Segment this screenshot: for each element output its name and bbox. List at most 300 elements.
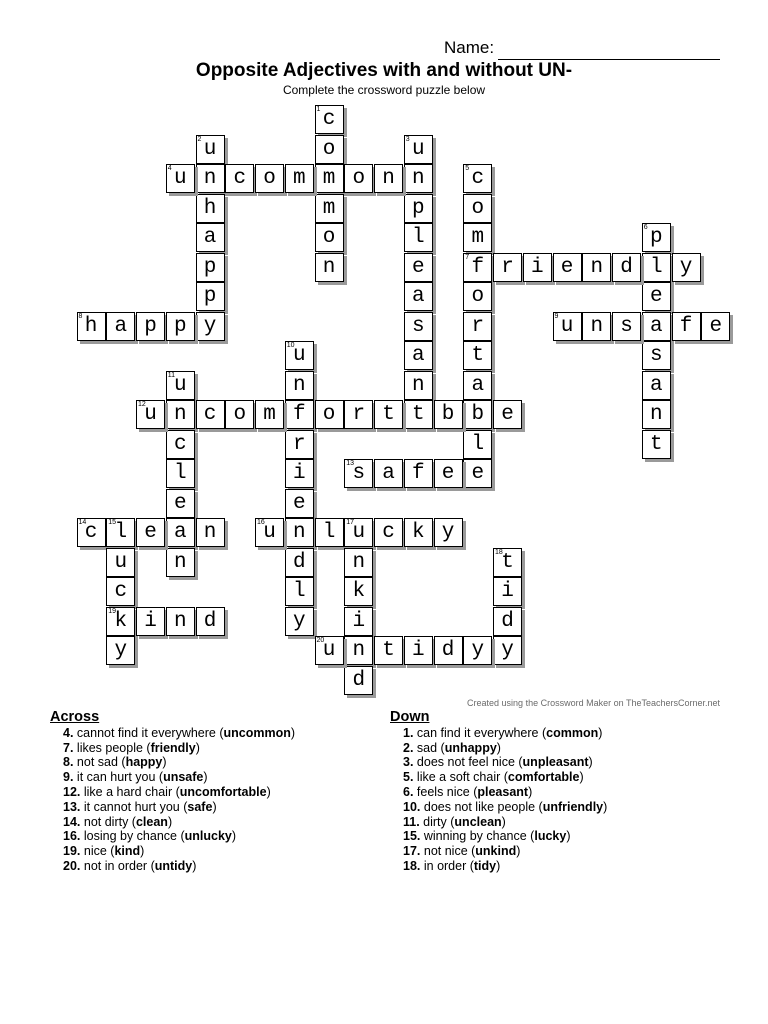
clue-close: ) bbox=[496, 740, 501, 755]
grid-cell[interactable] bbox=[344, 607, 373, 636]
across-clue bbox=[50, 770, 295, 785]
clue-answer: unclean bbox=[454, 814, 502, 829]
grid-cell[interactable] bbox=[463, 371, 492, 400]
across-heading: Across bbox=[50, 709, 100, 725]
across-clue bbox=[50, 844, 295, 859]
grid-cell[interactable] bbox=[404, 371, 433, 400]
cell-letter: e bbox=[411, 255, 425, 279]
grid-cell[interactable] bbox=[493, 577, 522, 606]
clue-text: like a soft chair ( bbox=[413, 770, 508, 785]
grid-cell[interactable] bbox=[553, 312, 582, 341]
grid-cell[interactable] bbox=[136, 400, 165, 429]
grid-cell[interactable] bbox=[196, 164, 225, 193]
grid-cell[interactable] bbox=[344, 577, 373, 606]
grid-cell[interactable] bbox=[136, 607, 165, 636]
down-clues bbox=[390, 710, 607, 874]
across-clue bbox=[50, 785, 295, 800]
cell-letter: m bbox=[292, 167, 306, 190]
grid-cell[interactable] bbox=[166, 548, 195, 577]
grid-cell[interactable] bbox=[166, 459, 195, 488]
grid-cell[interactable] bbox=[434, 636, 463, 665]
cell-letter: p bbox=[203, 255, 217, 279]
cell-letter: l bbox=[411, 226, 425, 249]
clue-text: not dirty ( bbox=[80, 814, 136, 829]
grid-cell[interactable] bbox=[285, 459, 314, 488]
cell-letter: y bbox=[679, 255, 693, 279]
page-subtitle: Complete the crossword puzzle below bbox=[282, 83, 486, 97]
clue-answer: pleasant bbox=[477, 784, 529, 799]
grid-cell[interactable] bbox=[463, 253, 492, 282]
grid-cell[interactable] bbox=[463, 636, 492, 665]
grid-cell[interactable] bbox=[196, 282, 225, 311]
credit-line: Created using the Crossword Maker on TheTeachersCorner.net bbox=[467, 698, 720, 708]
down-clue bbox=[390, 785, 607, 800]
down-clue bbox=[390, 726, 607, 741]
grid-cell[interactable] bbox=[404, 636, 433, 665]
across-clue bbox=[50, 800, 295, 815]
clue-number: 13 bbox=[346, 460, 355, 467]
grid-cell[interactable] bbox=[196, 518, 225, 547]
grid-cell[interactable] bbox=[106, 312, 135, 341]
grid-cell[interactable] bbox=[315, 253, 344, 282]
cell-letter: u bbox=[560, 314, 574, 338]
cell-letter: y bbox=[501, 639, 514, 662]
cell-letter: u bbox=[411, 137, 425, 161]
cell-letter: c bbox=[233, 167, 247, 190]
grid-cell[interactable] bbox=[553, 253, 582, 282]
grid-cell[interactable] bbox=[196, 194, 225, 223]
clue-answer: friendly bbox=[150, 740, 196, 755]
clue-close: ) bbox=[496, 858, 501, 873]
grid-cell[interactable] bbox=[672, 312, 701, 341]
cell-letter: n bbox=[382, 167, 395, 190]
grid-cell[interactable] bbox=[285, 371, 314, 400]
cell-letter: n bbox=[590, 314, 604, 338]
clue-number-label: 9. bbox=[63, 770, 74, 785]
cell-letter: l bbox=[471, 432, 485, 456]
cell-letter: f bbox=[679, 314, 693, 338]
grid-cell[interactable] bbox=[404, 341, 433, 370]
grid-cell[interactable] bbox=[404, 253, 433, 282]
clue-close: ) bbox=[167, 814, 173, 829]
clue-number-label: 16. bbox=[63, 829, 81, 844]
grid-cell[interactable] bbox=[315, 636, 344, 665]
clue-number-label: 1. bbox=[403, 725, 414, 740]
clue-answer: common bbox=[546, 725, 599, 740]
grid-cell[interactable] bbox=[463, 282, 492, 311]
cell-letter: a bbox=[649, 314, 663, 338]
cell-letter: p bbox=[649, 226, 663, 249]
cell-letter: e bbox=[173, 491, 187, 515]
cell-letter: d bbox=[620, 255, 633, 279]
clue-number: 8 bbox=[78, 312, 83, 320]
grid-cell[interactable] bbox=[493, 548, 522, 577]
grid-cell[interactable] bbox=[196, 253, 225, 282]
cell-letter: i bbox=[352, 609, 366, 633]
clue-number: 9 bbox=[554, 312, 559, 320]
grid-cell[interactable] bbox=[344, 636, 373, 665]
clue-number: 3 bbox=[405, 135, 410, 143]
cell-letter: c bbox=[203, 403, 217, 426]
grid-cell[interactable] bbox=[315, 518, 344, 547]
cell-letter: n bbox=[411, 373, 425, 397]
cell-letter: e bbox=[144, 521, 157, 544]
grid-cell[interactable] bbox=[463, 341, 492, 370]
grid-cell[interactable] bbox=[344, 518, 373, 547]
clue-text: nice ( bbox=[80, 844, 115, 859]
clue-close: ) bbox=[266, 784, 271, 799]
grid-cell[interactable] bbox=[106, 636, 135, 665]
clue-number-label: 3. bbox=[403, 755, 414, 770]
cell-letter: n bbox=[292, 521, 306, 544]
clue-number-label: 10. bbox=[403, 799, 421, 814]
clue-answer: lucky bbox=[534, 829, 567, 844]
across-clue bbox=[50, 726, 295, 741]
grid-cell[interactable] bbox=[523, 253, 552, 282]
grid-cell[interactable] bbox=[166, 164, 195, 193]
grid-cell[interactable] bbox=[434, 459, 463, 488]
grid-cell[interactable] bbox=[166, 312, 195, 341]
grid-cell[interactable] bbox=[255, 518, 284, 547]
cell-letter: r bbox=[292, 432, 306, 456]
cell-letter: u bbox=[144, 403, 157, 426]
across-clue bbox=[50, 741, 295, 756]
grid-cell[interactable] bbox=[225, 400, 254, 429]
clue-close: ) bbox=[603, 799, 608, 814]
grid-cell[interactable] bbox=[285, 518, 314, 547]
grid-cell[interactable] bbox=[374, 459, 403, 488]
clue-number-label: 19. bbox=[63, 844, 81, 859]
clue-number: 16 bbox=[257, 519, 265, 526]
cell-letter: o bbox=[471, 196, 485, 220]
grid-cell[interactable] bbox=[344, 400, 373, 429]
grid-cell[interactable] bbox=[582, 312, 611, 341]
clue-text: like a hard chair ( bbox=[80, 784, 180, 799]
grid-cell[interactable] bbox=[315, 105, 344, 134]
clue-number: 6 bbox=[643, 224, 648, 231]
clue-text: does not like people ( bbox=[420, 799, 543, 814]
grid-cell[interactable] bbox=[404, 518, 433, 547]
grid-cell[interactable] bbox=[404, 400, 433, 429]
cell-letter: a bbox=[114, 314, 128, 338]
grid-cell[interactable] bbox=[642, 312, 671, 341]
clue-close: ) bbox=[566, 829, 571, 844]
cell-letter: u bbox=[352, 521, 366, 544]
cell-letter: e bbox=[441, 462, 455, 485]
cell-letter: u bbox=[292, 344, 306, 367]
cell-letter: u bbox=[263, 521, 276, 544]
cell-letter: c bbox=[471, 167, 485, 190]
grid-cell[interactable] bbox=[463, 312, 492, 341]
grid-cell[interactable] bbox=[106, 607, 135, 636]
clue-close: ) bbox=[579, 770, 584, 785]
down-clue bbox=[390, 755, 607, 770]
cell-letter: m bbox=[322, 196, 336, 220]
cell-letter: y bbox=[292, 609, 306, 633]
grid-cell[interactable] bbox=[196, 607, 225, 636]
cell-letter: s bbox=[620, 314, 633, 338]
grid-cell[interactable] bbox=[196, 223, 225, 252]
clue-text: not in order ( bbox=[80, 858, 155, 873]
grid-cell[interactable] bbox=[642, 341, 671, 370]
across-clues bbox=[50, 710, 295, 874]
grid-cell[interactable] bbox=[344, 459, 373, 488]
grid-cell[interactable] bbox=[166, 430, 195, 459]
grid-cell[interactable] bbox=[642, 430, 671, 459]
grid-cell[interactable] bbox=[672, 253, 701, 282]
cell-letter: u bbox=[173, 167, 187, 190]
clue-number: 20 bbox=[316, 637, 325, 644]
cell-letter: e bbox=[560, 255, 574, 279]
grid-cell[interactable] bbox=[285, 548, 314, 577]
clue-number: 4 bbox=[167, 165, 172, 172]
grid-cell[interactable] bbox=[77, 518, 106, 547]
clue-answer: kind bbox=[114, 844, 141, 859]
grid-cell[interactable] bbox=[285, 577, 314, 606]
across-clue bbox=[50, 829, 295, 844]
clue-text: does not feel nice ( bbox=[413, 755, 523, 770]
grid-cell[interactable] bbox=[374, 400, 403, 429]
grid-cell[interactable] bbox=[196, 135, 225, 164]
clue-close: ) bbox=[501, 814, 506, 829]
clue-number: 15 bbox=[108, 519, 117, 526]
clue-number: 7 bbox=[465, 253, 470, 261]
cell-letter: p bbox=[173, 314, 187, 338]
grid-cell[interactable] bbox=[106, 548, 135, 577]
clue-close: ) bbox=[516, 844, 521, 859]
cell-letter: h bbox=[203, 196, 217, 220]
clue-text: sad ( bbox=[413, 740, 445, 755]
grid-cell[interactable] bbox=[315, 400, 344, 429]
cell-letter: n bbox=[203, 521, 217, 544]
cell-letter: f bbox=[292, 403, 306, 426]
grid-cell[interactable] bbox=[463, 430, 492, 459]
grid-cell[interactable] bbox=[315, 223, 344, 252]
down-clue-list bbox=[390, 726, 607, 874]
cell-letter: s bbox=[649, 344, 663, 367]
down-clue bbox=[390, 829, 607, 844]
across-clue bbox=[50, 859, 295, 874]
grid-cell[interactable] bbox=[255, 164, 284, 193]
grid-cell[interactable] bbox=[225, 164, 254, 193]
cell-letter: a bbox=[203, 226, 217, 249]
grid-cell[interactable] bbox=[315, 164, 344, 193]
clue-answer: unkind bbox=[475, 844, 517, 859]
grid-cell[interactable] bbox=[166, 371, 195, 400]
grid-cell[interactable] bbox=[285, 489, 314, 518]
clue-number: 18 bbox=[495, 548, 503, 556]
cell-letter: o bbox=[471, 285, 485, 308]
clue-text: it cannot hurt you ( bbox=[80, 799, 188, 814]
clue-number: 12 bbox=[138, 401, 146, 408]
clue-close: ) bbox=[290, 725, 296, 740]
cell-letter: e bbox=[649, 285, 663, 308]
cell-letter: n bbox=[173, 550, 187, 574]
grid-cell[interactable] bbox=[582, 253, 611, 282]
grid-cell[interactable] bbox=[344, 548, 373, 577]
down-clue bbox=[390, 800, 607, 815]
cell-letter: f bbox=[411, 462, 425, 485]
grid-cell[interactable] bbox=[344, 164, 373, 193]
clue-close: ) bbox=[231, 829, 237, 844]
grid-cell[interactable] bbox=[136, 312, 165, 341]
clue-answer: clean bbox=[135, 814, 168, 829]
grid-cell[interactable] bbox=[136, 518, 165, 547]
cell-letter: r bbox=[352, 403, 366, 426]
cell-letter: m bbox=[322, 167, 336, 190]
clue-answer: tidy bbox=[473, 858, 497, 873]
cell-letter: n bbox=[173, 403, 187, 426]
across-clue bbox=[50, 755, 295, 770]
down-clue bbox=[390, 770, 607, 785]
clue-text: it can hurt you ( bbox=[73, 770, 164, 785]
clue-number-label: 2. bbox=[403, 740, 414, 755]
grid-cell[interactable] bbox=[374, 636, 403, 665]
grid-cell[interactable] bbox=[374, 518, 403, 547]
grid-cell[interactable] bbox=[285, 400, 314, 429]
grid-cell[interactable] bbox=[166, 518, 195, 547]
cell-letter: u bbox=[203, 137, 217, 161]
cell-letter: n bbox=[411, 167, 425, 190]
grid-cell[interactable] bbox=[404, 312, 433, 341]
clue-number-label: 17. bbox=[403, 844, 421, 859]
grid-cell[interactable] bbox=[463, 459, 492, 488]
grid-cell[interactable] bbox=[196, 400, 225, 429]
grid-cell[interactable] bbox=[285, 430, 314, 459]
grid-cell[interactable] bbox=[404, 282, 433, 311]
cell-letter: d bbox=[352, 668, 366, 692]
grid-cell[interactable] bbox=[493, 607, 522, 636]
grid-cell[interactable] bbox=[642, 282, 671, 311]
grid-cell[interactable] bbox=[434, 518, 463, 547]
cell-letter: p bbox=[203, 285, 217, 308]
clue-number-label: 5. bbox=[403, 770, 414, 785]
grid-cell[interactable] bbox=[315, 135, 344, 164]
clue-text: losing by chance ( bbox=[80, 829, 185, 844]
cell-letter: o bbox=[263, 167, 276, 190]
clue-answer: untidy bbox=[154, 858, 193, 873]
clue-text: cannot find it everywhere ( bbox=[73, 725, 224, 740]
grid-cell[interactable] bbox=[463, 223, 492, 252]
grid-cell[interactable] bbox=[344, 666, 373, 695]
cell-letter: b bbox=[471, 403, 485, 426]
grid-cell[interactable] bbox=[315, 194, 344, 223]
grid-cell[interactable] bbox=[404, 194, 433, 223]
cell-letter: r bbox=[501, 255, 514, 279]
cell-letter: t bbox=[471, 344, 485, 367]
grid-cell[interactable] bbox=[612, 253, 641, 282]
cell-letter: o bbox=[322, 137, 336, 161]
grid-cell[interactable] bbox=[404, 459, 433, 488]
grid-cell[interactable] bbox=[493, 400, 522, 429]
across-clue bbox=[50, 815, 295, 830]
clue-answer: unhappy bbox=[444, 740, 497, 755]
grid-cell[interactable] bbox=[166, 400, 195, 429]
grid-cell[interactable] bbox=[374, 164, 403, 193]
grid-cell[interactable] bbox=[463, 164, 492, 193]
cell-letter: l bbox=[292, 580, 306, 603]
cell-letter: y bbox=[114, 639, 128, 662]
cell-letter: k bbox=[352, 580, 366, 603]
grid-cell[interactable] bbox=[77, 312, 106, 341]
grid-cell[interactable] bbox=[404, 135, 433, 164]
cell-letter: r bbox=[471, 314, 485, 338]
clue-number-label: 20. bbox=[63, 858, 81, 873]
cell-letter: c bbox=[173, 432, 187, 456]
name-label: Name: bbox=[444, 38, 495, 57]
grid-cell[interactable] bbox=[285, 341, 314, 370]
cell-letter: u bbox=[173, 373, 187, 397]
cell-letter: i bbox=[292, 462, 306, 485]
grid-cell[interactable] bbox=[285, 164, 314, 193]
cell-letter: c bbox=[84, 521, 98, 544]
cell-letter: n bbox=[203, 167, 217, 190]
clue-number-label: 11. bbox=[403, 814, 420, 829]
cell-letter: h bbox=[84, 314, 98, 338]
grid-cell[interactable] bbox=[166, 489, 195, 518]
grid-cell[interactable] bbox=[642, 400, 671, 429]
grid-cell[interactable] bbox=[612, 312, 641, 341]
grid-cell[interactable] bbox=[404, 223, 433, 252]
cell-letter: n bbox=[649, 403, 663, 426]
cell-letter: d bbox=[501, 609, 514, 633]
grid-cell[interactable] bbox=[106, 518, 135, 547]
cell-letter: n bbox=[590, 255, 604, 279]
clue-number: 11 bbox=[167, 371, 176, 379]
cell-letter: k bbox=[411, 521, 425, 544]
clue-close: ) bbox=[140, 844, 145, 859]
clue-number: 17 bbox=[346, 519, 355, 526]
clue-number-label: 6. bbox=[403, 784, 414, 799]
page-title: Opposite Adjectives with and without UN- bbox=[195, 60, 573, 81]
grid-cell[interactable] bbox=[463, 400, 492, 429]
grid-cell[interactable] bbox=[642, 371, 671, 400]
grid-cell[interactable] bbox=[255, 400, 284, 429]
cell-letter: m bbox=[471, 226, 485, 249]
grid-cell[interactable] bbox=[642, 253, 671, 282]
cell-letter: o bbox=[322, 403, 336, 426]
clue-number-label: 18. bbox=[403, 858, 421, 873]
cell-letter: n bbox=[352, 550, 366, 574]
cell-letter: a bbox=[382, 462, 395, 485]
cell-letter: n bbox=[292, 373, 306, 397]
grid-cell[interactable] bbox=[642, 223, 671, 252]
cell-letter: e bbox=[709, 314, 723, 338]
grid-cell[interactable] bbox=[493, 253, 522, 282]
cell-letter: c bbox=[322, 108, 336, 131]
grid-cell[interactable] bbox=[166, 607, 195, 636]
cell-letter: a bbox=[649, 373, 663, 397]
grid-cell[interactable] bbox=[404, 164, 433, 193]
clue-number: 19 bbox=[108, 607, 117, 615]
clue-number: 10 bbox=[286, 342, 295, 349]
grid-cell[interactable] bbox=[285, 607, 314, 636]
cell-letter: l bbox=[649, 255, 663, 279]
cell-letter: p bbox=[411, 196, 425, 220]
grid-cell[interactable] bbox=[463, 194, 492, 223]
grid-cell[interactable] bbox=[434, 400, 463, 429]
grid-cell[interactable] bbox=[493, 636, 522, 665]
clue-answer: unsafe bbox=[163, 770, 204, 785]
grid-cell[interactable] bbox=[106, 577, 135, 606]
clue-number-label: 7. bbox=[63, 740, 74, 755]
grid-cell[interactable] bbox=[196, 312, 225, 341]
clue-close: ) bbox=[192, 858, 197, 873]
cell-letter: y bbox=[471, 639, 485, 662]
cell-letter: t bbox=[382, 403, 395, 426]
clue-answer: uncommon bbox=[223, 725, 291, 740]
grid-cell[interactable] bbox=[701, 312, 730, 341]
